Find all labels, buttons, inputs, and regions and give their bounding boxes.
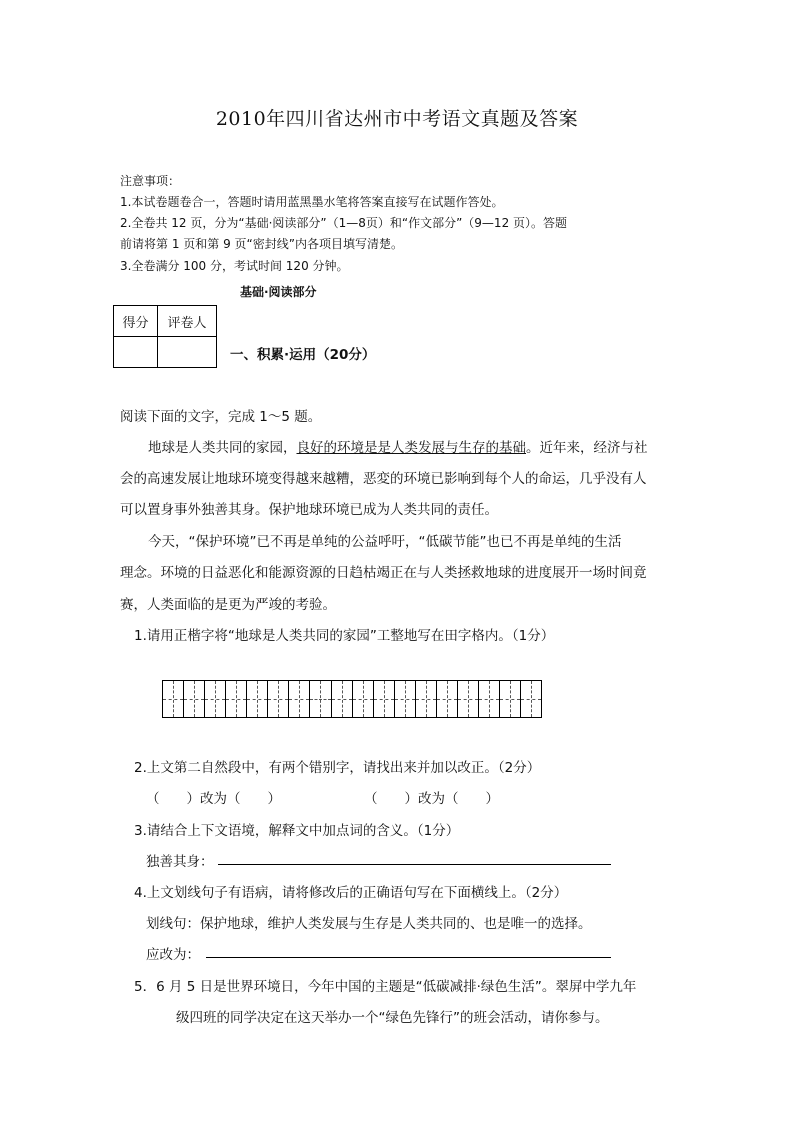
section-title: 基础·阅读部分 (240, 285, 317, 299)
question-4: 4.上文划线句子有语病，请将修改后的正确语句写在下面横线上。（2分） (134, 885, 568, 901)
passage-line: 今天，“保护环境”已不再是单纯的公益呼吁，“低碳节能”也已不再是单纯的生活 (148, 534, 622, 550)
reading-intro: 阅读下面的文字，完成 1～5 题。 (120, 409, 322, 425)
score-header: 得分 (114, 306, 158, 337)
q4-label: 应改为： (146, 947, 200, 963)
notice-line-2b: 前请将第 1 页和第 9 页“密封线”内各项目填写清楚。 (120, 237, 403, 251)
q3-label: 独善其身： (146, 854, 214, 870)
tianzige-cell[interactable] (163, 681, 184, 717)
notice-heading: 注意事项： (120, 174, 181, 188)
tianzige-cell[interactable] (395, 681, 416, 717)
notice-line-1: 1.本试卷题卷合一，答题时请用蓝黑墨水笔将答案直接写在试题作答处。 (120, 195, 504, 209)
passage-line: 理念。环境的日益恶化和能源资源的日趋枯竭正在与人类拯救地球的进度展开一场时间竟 (120, 565, 647, 581)
tianzige-cell[interactable] (458, 681, 479, 717)
score-table (113, 305, 217, 368)
score-cell[interactable] (114, 337, 158, 368)
notice-line-3: 3.全卷满分 100 分，考试时间 120 分钟。 (120, 259, 349, 273)
question-1: 1.请用正楷字将“地球是人类共同的家园”工整地写在田字格内。（1分） (134, 628, 555, 644)
q2-answer-blank-1[interactable]: （ ）改为（ ） (146, 791, 281, 807)
grader-header: 评卷人 (158, 306, 217, 337)
question-5-cont: 级四班的同学决定在这天举办一个“绿色先锋行”的班会活动，请你参与。 (176, 1010, 609, 1026)
underlined-sentence: 良好的环境是是人类发展与生存的基础 (296, 440, 526, 456)
tianzige-cell[interactable] (205, 681, 226, 717)
question-2: 2.上文第二自然段中，有两个错别字，请找出来并加以改正。（2分） (134, 760, 541, 776)
tianzige-cell[interactable] (416, 681, 437, 717)
tianzige-cell[interactable] (332, 681, 353, 717)
question-5: 5．6 月 5 日是世界环境日，今年中国的主题是“低碳减排·绿色生活”。翠屏中学九年 (134, 979, 637, 995)
passage-line: 可以置身事外独善其身。保护地球环境已成为人类共同的责任。 (120, 502, 498, 518)
tianzige-cell[interactable] (247, 681, 268, 717)
tianzige-cell[interactable] (268, 681, 289, 717)
grader-cell[interactable] (158, 337, 217, 368)
tianzige-cell[interactable] (184, 681, 205, 717)
tianzige-cell[interactable] (437, 681, 458, 717)
q4-answer-line[interactable] (206, 957, 611, 958)
tianzige-cell[interactable] (289, 681, 310, 717)
tianzige-grid[interactable] (162, 680, 542, 718)
part1-title: 一、积累·运用（20分） (230, 347, 376, 363)
tianzige-cell[interactable] (500, 681, 521, 717)
q2-answer-blank-2[interactable]: （ ）改为（ ） (364, 791, 499, 807)
notice-line-2a: 2.全卷共 12 页，分为“基础·阅读部分”（1—8页）和“作文部分”（9—12 页）。答题 (120, 216, 568, 230)
tianzige-cell[interactable] (310, 681, 331, 717)
tianzige-cell[interactable] (521, 681, 541, 717)
tianzige-cell[interactable] (226, 681, 247, 717)
passage-line: 会的高速发展让地球环境变得越来越糟，恶変的环境已影响到每个人的命运，几乎没有人 (120, 471, 647, 487)
page-title: 2010年四川省达州市中考语文真题及答案 (215, 108, 579, 130)
tianzige-cell[interactable] (353, 681, 374, 717)
passage-line: 地球是人类共同的家园，良好的环境是是人类发展与生存的基础。近年来，经济与社 (148, 440, 648, 456)
q4-underlined-quote: 划线句：保护地球，维护人类发展与生存是人类共同的、也是唯一的选择。 (146, 916, 592, 932)
tianzige-cell[interactable] (374, 681, 395, 717)
q3-answer-line[interactable] (218, 864, 611, 865)
tianzige-cell[interactable] (479, 681, 500, 717)
passage-line: 赛，人类面临的是更为严竣的考验。 (120, 597, 336, 613)
question-3: 3.请结合上下文语境，解释文中加点词的含义。（1分） (134, 823, 460, 839)
